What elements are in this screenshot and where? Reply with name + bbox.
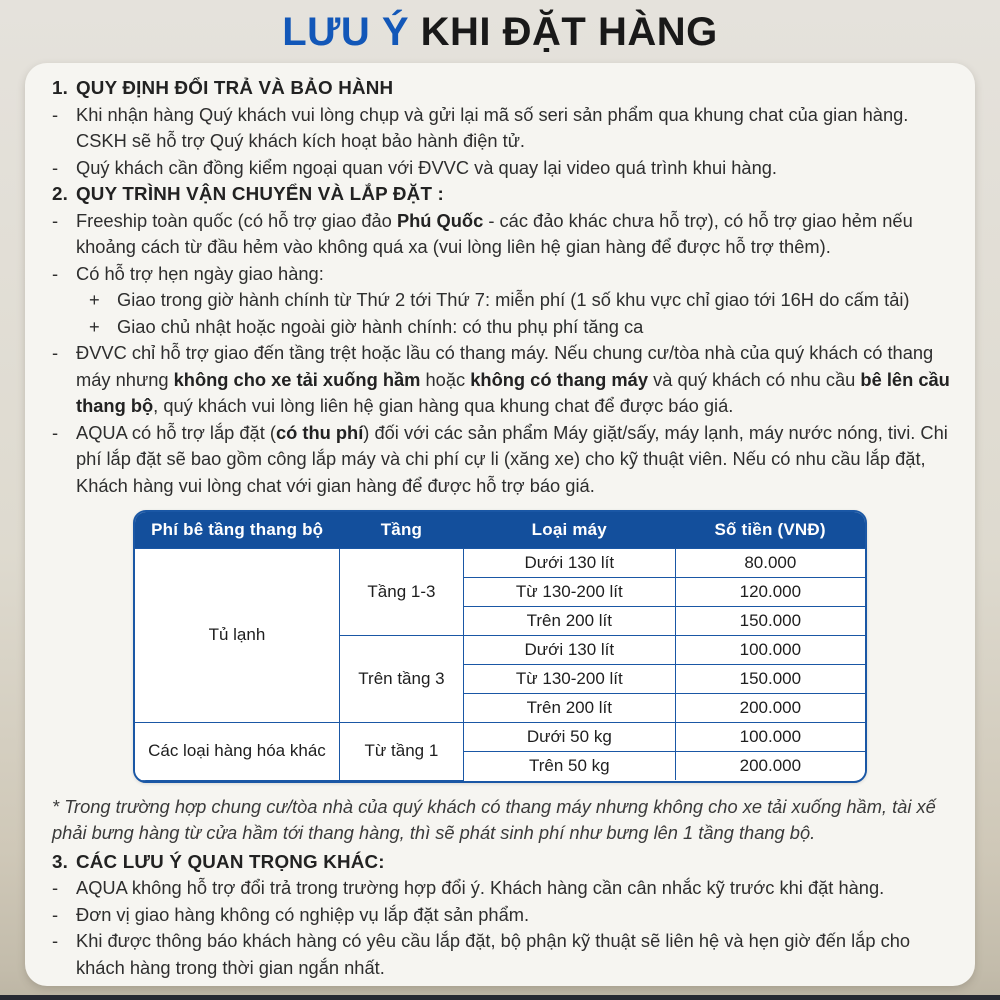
page-title xyxy=(0,0,1000,58)
page-title-highlight: LƯU Ý xyxy=(282,10,410,54)
bullet-item xyxy=(39,928,961,981)
bullet-marker: - xyxy=(52,209,59,231)
bullet-text xyxy=(76,420,961,500)
bullet-marker: - xyxy=(52,421,59,443)
text-segment: Freeship toàn quốc (có hỗ trợ giao đảo xyxy=(76,209,397,231)
section-2-number: 2. xyxy=(52,183,69,204)
bullet-text: AQUA không hỗ trợ đổi trả trong trường hợp đổi ý. Khách hàng cần cân nhắc kỹ trước khi đặt hàng. xyxy=(76,877,885,898)
cell-floor-from-1: Từ tầng 1 xyxy=(339,723,463,781)
text-segment: ) đối với các sản phẩm Máy giặt/sấy, máy lạnh, máy nước nóng, tivi. Chi phí lắp đặt sẽ bao gồm công lắp máy và chi phí cự li (xăng xe) cho kỹ thuật viên. Nếu có nhu cầu lắp đặt, Khách hàng vui lòng chat với gian hàng để được hỗ trợ báo giá. xyxy=(76,421,948,496)
bullet-item xyxy=(39,420,961,500)
text-segment-bold: Phú Quốc xyxy=(396,209,484,231)
bullet-text: Quý khách cần đồng kiểm ngoại quan với ĐVVC và quay lại video quá trình khui hàng. xyxy=(76,156,778,178)
cell-price: 150.000 xyxy=(675,665,865,694)
header-floor: Tầng xyxy=(339,512,463,549)
text-segment: và quý khách có nhu cầu xyxy=(648,368,861,390)
fee-table-header-row xyxy=(135,512,865,549)
text-segment: ĐVVC chỉ hỗ trợ giao đến tầng trệt hoặc lầu có thang máy. Nếu chung cư/tòa nhà của quý khách có thang máy nhưng xyxy=(76,342,934,390)
text-segment: AQUA có hỗ trợ lắp đặt ( xyxy=(76,421,276,443)
bullet-text: Có hỗ trợ hẹn ngày giao hàng: xyxy=(76,262,324,284)
cell-price: 200.000 xyxy=(675,752,865,781)
bullet-marker: - xyxy=(52,877,59,898)
cell-machine: Dưới 130 lít xyxy=(463,636,675,665)
section-3-heading xyxy=(39,849,961,876)
text-segment-bold: có thu phí xyxy=(275,421,364,443)
sub-bullet-text: Giao chủ nhật hoặc ngoài giờ hành chính: có thu phụ phí tăng ca xyxy=(117,315,644,337)
text-segment: , quý khách vui lòng liên hệ gian hàng qua khung chat để được báo giá. xyxy=(153,395,734,416)
sub-bullet-item xyxy=(89,314,961,341)
cell-machine: Từ 130-200 lít xyxy=(463,578,675,607)
bullet-item xyxy=(39,155,961,182)
cell-machine: Trên 200 lít xyxy=(463,694,675,723)
bullet-item xyxy=(39,340,961,420)
bullet-marker: - xyxy=(52,262,59,284)
bullet-marker: - xyxy=(52,103,59,125)
cell-price: 150.000 xyxy=(675,607,865,636)
bullet-item xyxy=(39,102,961,155)
footnote: * Trong trường hợp chung cư/tòa nhà của quý khách có thang máy nhưng không cho xe tải xuống hầm, tài xế phải bưng hàng từ cửa hầm tới thang hàng, thì sẽ phát sinh phí như bưng lên 1 tầng thang bộ. xyxy=(52,795,936,843)
bullet-marker: - xyxy=(52,903,59,925)
sub-bullet-item xyxy=(89,287,961,314)
section-2-title: QUY TRÌNH VẬN CHUYỂN VÀ LẮP ĐẶT : xyxy=(76,183,444,204)
fee-table xyxy=(135,512,865,781)
cell-item-other-goods: Các loại hàng hóa khác xyxy=(135,723,339,781)
bullet-marker: - xyxy=(52,156,59,178)
cell-machine: Dưới 50 kg xyxy=(463,723,675,752)
text-segment: hoặc xyxy=(420,368,471,390)
bottom-edge-bar xyxy=(0,995,1000,1000)
header-amount: Số tiền (VNĐ) xyxy=(675,512,865,549)
cell-machine: Từ 130-200 lít xyxy=(463,665,675,694)
bullet-item xyxy=(39,208,961,261)
fee-table-wrapper xyxy=(133,510,867,783)
text-segment-bold: không có thang máy xyxy=(470,368,649,390)
bullet-text: Khi nhận hàng Quý khách vui lòng chụp và gửi lại mã số seri sản phẩm qua khung chat của gian hàng. CSKH sẽ hỗ trợ Quý khách kích hoạt bảo hành điện tử. xyxy=(76,103,909,151)
section-3-number: 3. xyxy=(52,850,69,872)
cell-floor-above-3: Trên tầng 3 xyxy=(339,636,463,723)
page-title-rest: KHI ĐẶT HÀNG xyxy=(409,10,718,54)
bullet-text xyxy=(76,340,961,420)
bullet-text: Khi được thông báo khách hàng có yêu cầu lắp đặt, bộ phận kỹ thuật sẽ liên hệ và hẹn giờ đến lắp cho khách hàng trong thời gian ngắn nhất. xyxy=(76,930,911,978)
bullet-marker: - xyxy=(52,342,59,363)
section-2-heading xyxy=(39,181,961,208)
bullet-item xyxy=(39,875,961,902)
cell-item-fridge: Tủ lạnh xyxy=(135,549,339,723)
section-1-heading xyxy=(39,75,961,102)
cell-price: 200.000 xyxy=(675,694,865,723)
section-3-title: CÁC LƯU Ý QUAN TRỌNG KHÁC: xyxy=(76,850,385,872)
notes-card xyxy=(25,63,975,986)
sub-bullet-text: Giao trong giờ hành chính từ Thứ 2 tới Thứ 7: miễn phí (1 số khu vực chỉ giao tới 16H do cấm tải) xyxy=(117,289,910,310)
header-fee-type: Phí bê tầng thang bộ xyxy=(135,512,339,549)
cell-price: 80.000 xyxy=(675,549,865,578)
table-row xyxy=(135,549,865,578)
text-segment: - các đảo khác chưa hỗ trợ), có hỗ trợ giao hẻm nếu khoảng cách từ đầu hẻm vào không quá xa (vui lòng liên hệ gian hàng để được hỗ trợ thêm). xyxy=(76,209,913,257)
text-segment-bold: không cho xe tải xuống hầm xyxy=(173,368,421,390)
cell-machine: Trên 200 lít xyxy=(463,607,675,636)
table-row xyxy=(135,723,865,752)
cell-machine: Trên 50 kg xyxy=(463,752,675,781)
bullet-item xyxy=(39,902,961,929)
cell-price: 120.000 xyxy=(675,578,865,607)
cell-floor-1-3: Tầng 1-3 xyxy=(339,549,463,636)
bullet-text xyxy=(76,208,961,261)
section-1-number: 1. xyxy=(52,77,69,98)
cell-price: 100.000 xyxy=(675,636,865,665)
bullet-marker: - xyxy=(52,930,59,951)
cell-price: 100.000 xyxy=(675,723,865,752)
text-segment-bold: bê lên cầu thang bộ xyxy=(76,368,950,416)
cell-machine: Dưới 130 lít xyxy=(463,549,675,578)
header-machine-type: Loại máy xyxy=(463,512,675,549)
sub-bullet-marker: + xyxy=(89,315,100,337)
section-1-title: QUY ĐỊNH ĐỔI TRẢ VÀ BẢO HÀNH xyxy=(76,77,394,98)
sub-bullet-marker: + xyxy=(89,289,100,310)
bullet-text: Đơn vị giao hàng không có nghiệp vụ lắp đặt sản phẩm. xyxy=(76,903,530,925)
bullet-item xyxy=(39,261,961,288)
